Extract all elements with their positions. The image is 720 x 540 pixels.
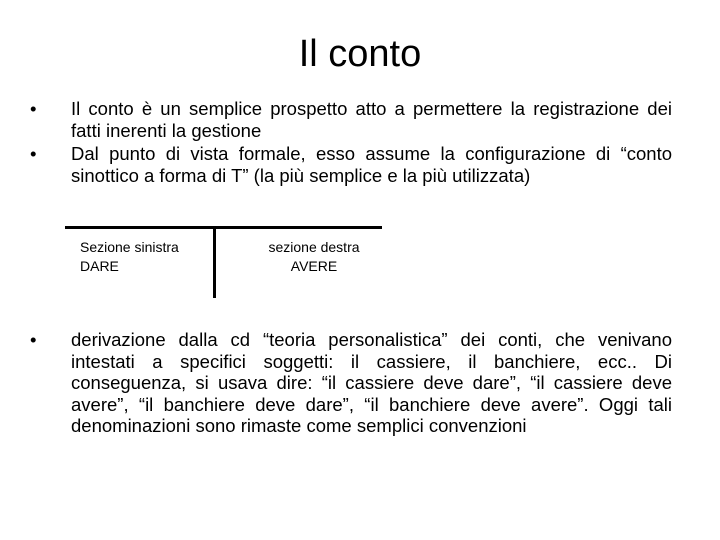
bullet-item <box>30 329 672 437</box>
bullet-marker: • <box>30 329 37 350</box>
bullet-list-bottom <box>30 329 672 437</box>
t-account-horizontal-line <box>65 226 382 229</box>
bullet-list-top <box>30 98 672 186</box>
right-section-title: sezione destra <box>268 239 360 255</box>
bullet-marker: • <box>30 143 37 164</box>
bullet-text: derivazione dalla cd “teoria personalistica” dei conti, che venivano intestati a specifici soggetti: il cassiere, il banchiere, ecc.. Di conseguenza, si usava dire: “il cassiere deve dare”, “il cassiere deve avere”, “il banchiere deve dare”, “il banchiere deve avere”. Oggi tali denominazioni sono rimaste come semplici convenzioni <box>71 329 672 436</box>
slide-title: Il conto <box>298 33 422 75</box>
bullet-item <box>30 98 672 141</box>
bullet-text: Dal punto di vista formale, esso assume la configurazione di “conto sinottico a forma di T” (la più semplice e la più utilizzata) <box>71 143 672 186</box>
left-section-label: DARE <box>80 258 119 274</box>
bullet-text: Il conto è un semplice prospetto atto a permettere la registrazione dei fatti inerenti la gestione <box>71 98 672 141</box>
bullet-marker: • <box>30 98 37 119</box>
left-section-title: Sezione sinistra <box>80 239 179 255</box>
bullet-item <box>30 143 672 186</box>
t-account-right-section <box>255 238 373 276</box>
t-account-vertical-line <box>213 229 216 298</box>
t-account-left-section <box>80 238 179 276</box>
right-section-label: AVERE <box>290 258 338 274</box>
